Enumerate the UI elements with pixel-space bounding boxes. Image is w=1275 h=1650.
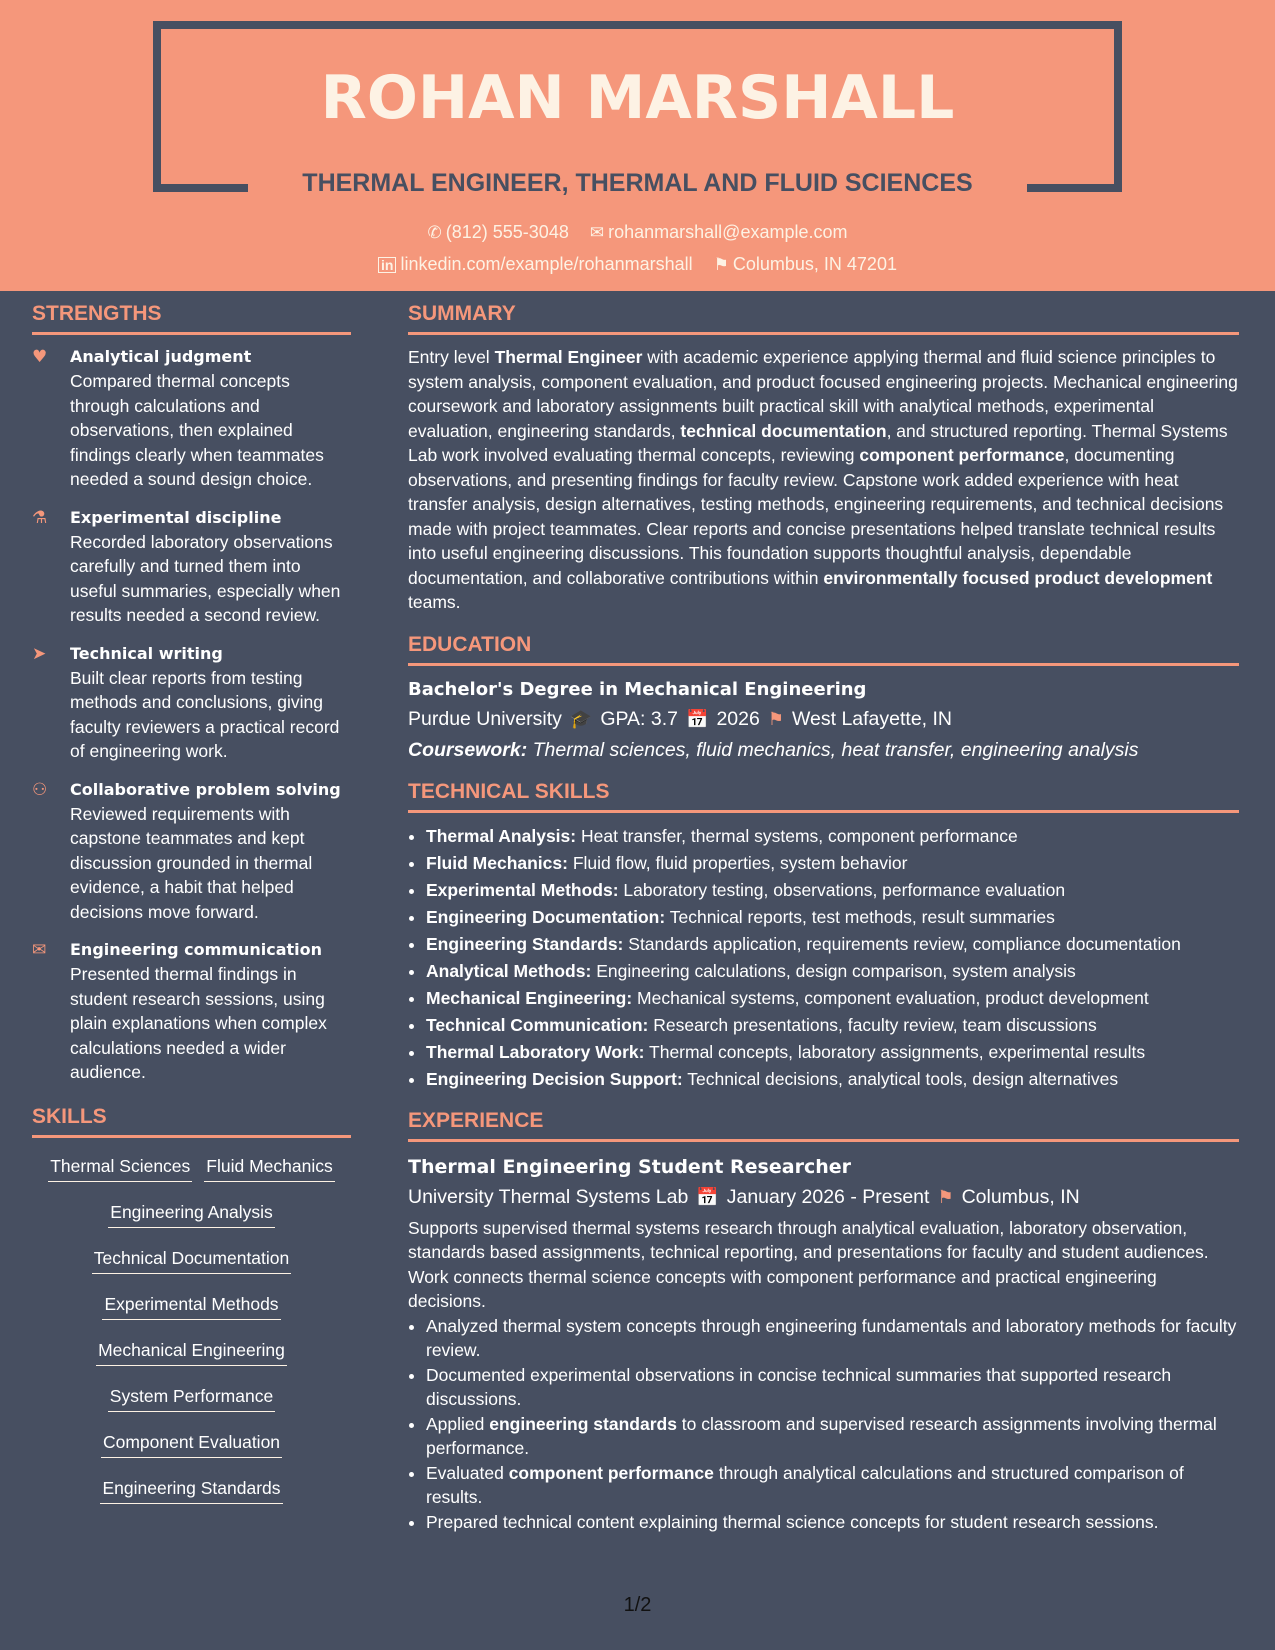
skills-list [32,1148,351,1522]
skill-tag: Mechanical Engineering [96,1338,287,1366]
job-title: Thermal Engineering Student Researcher [408,1155,851,1178]
coursework: Coursework: Thermal sciences, fluid mechanics, heat transfer, engineering analysis [408,738,1139,761]
experience-bullet: • Analyzed thermal system concepts through engineering fundamentals and laboratory methods for faculty review. [426,1314,1239,1363]
calendar-icon: 📅 [696,1186,719,1207]
linkedin-icon: in [378,257,396,273]
map-pin-icon: ⚑ [713,255,729,274]
experience-bullets [408,1314,1239,1535]
email-contact[interactable] [590,220,848,245]
strength-title: Collaborative problem solving [70,779,341,799]
left-column [32,300,351,1522]
technical-skill-item: • Analytical Methods: Engineering calculations, design comparison, system analysis [426,958,1239,985]
strength-description: Compared thermal concepts through calculations and observations, then explained findings clearly when teammates needed a sound design choice. [70,371,324,489]
technical-skill-item: • Thermal Laboratory Work: Thermal concepts, laboratory assignments, experimental results [426,1039,1239,1066]
page-number: 1/2 [623,1594,652,1616]
strength-description: Recorded laboratory observations carefully and turned them into useful summaries, especially when results needed a second review. [70,531,341,625]
skill-tag: Component Evaluation [101,1430,282,1458]
strength-title: Engineering communication [70,940,323,959]
skill-tag: Fluid Mechanics [204,1154,334,1182]
location-text: Columbus, IN 47201 [732,254,897,274]
linkedin-text: linkedin.com/example/rohanmarshall [400,254,693,274]
school-location: West Lafayette, IN [791,707,953,730]
strengths-list [32,345,351,1085]
comments-icon: ✉ [32,940,47,960]
job-meta [408,1182,1239,1212]
summary-heading: SUMMARY [408,300,1239,335]
strength-description: Reviewed requirements with capstone teammates and kept discussion grounded in thermal evidence, a habit that helped decisions move forward. [70,803,313,922]
school-name: Purdue University [408,707,562,730]
strength-title: Analytical judgment [70,347,252,366]
strength-description: Presented thermal findings in student research sessions, using plain explanations when complex calculations needed a wider audience. [70,964,327,1082]
strength-item [32,642,351,764]
calendar-icon: 📅 [686,708,709,729]
experience-heading: EXPERIENCE [408,1107,1239,1142]
candidate-role: THERMAL ENGINEER, THERMAL AND FLUID SCIENCES [302,169,973,197]
experience-bullet: • Documented experimental observations in concise technical summaries that supported research discussions. [426,1363,1239,1412]
job-location: Columbus, IN [961,1185,1080,1208]
paper-plane-icon: ➤ [32,643,47,664]
skill-tag: Technical Documentation [92,1246,292,1274]
linkedin-contact[interactable] [378,252,693,276]
header-banner [0,0,1275,291]
strength-description: Built clear reports from testing methods and conclusions, giving faculty reviewers a practical record of engineering work. [70,667,340,761]
flask-icon: ⚗ [32,507,48,528]
skill-tag: System Performance [108,1384,275,1412]
right-column [408,300,1239,1534]
skill-tag: Experimental Methods [102,1292,280,1320]
experience-bullet: • Evaluated component performance through analytical calculations and structured comparison of results. [426,1461,1239,1510]
graduation-year: 2026 [716,707,760,730]
users-icon: ⚇ [32,779,48,800]
location-contact [714,252,897,277]
strength-item [32,506,351,628]
strength-title: Technical writing [70,643,223,663]
technical-skill-item: • Engineering Standards: Standards application, requirements review, compliance documentation [426,931,1239,958]
strength-item [32,345,351,492]
technical-skill-item: • Experimental Methods: Laboratory testing, observations, performance evaluation [426,877,1239,904]
technical-skill-item: • Engineering Decision Support: Technical decisions, analytical tools, design alternatives [426,1066,1239,1093]
map-pin-icon: ⚑ [767,708,784,729]
technical-skill-item: • Technical Communication: Research presentations, faculty review, team discussions [426,1012,1239,1039]
job-description: Supports supervised thermal systems research through analytical evaluation, laboratory observation, standards based assignments, technical reporting, and presentations for faculty and student audiences. Work connects thermal science concepts with component performance and practical engineering decisions. [408,1217,1209,1311]
gpa-text: GPA: 3.7 [600,707,679,730]
summary-text: Entry level Thermal Engineer with academic experience applying thermal and fluid science principles to system analysis, component evaluation, and product focused engineering projects. Mechanical engineering coursework and laboratory assignments built practical skill with analytical methods, experimental evaluation, engineering standards, technical documentation, and structured reporting. Thermal Systems Lab work involved evaluating thermal concepts, reviewing component performance, documenting observations, and presenting findings for faculty review. Capstone work added experience with heat transfer analysis, design alternatives, testing methods, engineering requirements, and technical decisions made with project teammates. Clear reports and concise presentations helped translate technical results into useful engineering discussions. This foundation supports thoughtful analysis, dependable documentation, and collaborative contributions within environmentally focused product development teams. [408,347,1238,612]
technical-skill-item: • Fluid Mechanics: Fluid flow, fluid properties, system behavior [426,850,1239,877]
strength-title: Experimental discipline [70,507,282,527]
experience-bullet: • Applied engineering standards to classroom and supervised research assignments involving thermal performance. [426,1412,1239,1461]
graduation-cap-icon: 🎓 [569,708,593,729]
technical-skill-item: • Thermal Analysis: Heat transfer, thermal systems, component performance [426,823,1239,850]
education-heading: EDUCATION [408,631,1239,666]
employer-name: University Thermal Systems Lab [408,1185,689,1208]
heart-icon: ♥ [32,347,48,367]
skill-tag: Thermal Sciences [48,1154,192,1182]
strengths-heading: STRENGTHS [32,300,351,335]
technical-skill-item: • Engineering Documentation: Technical reports, test methods, result summaries [426,904,1239,931]
strength-item [32,938,351,1085]
strength-item [32,778,351,925]
map-pin-icon: ⚑ [937,1186,954,1207]
degree-title: Bachelor's Degree in Mechanical Engineering [408,678,867,700]
job-dates: January 2026 - Present [726,1185,930,1208]
email-text: rohanmarshall@example.com [608,222,848,242]
skills-heading: SKILLS [32,1103,351,1138]
header-frame-top [153,21,1122,29]
skill-tag: Engineering Standards [100,1476,282,1504]
phone-text: (812) 555-3048 [445,222,569,242]
technical-skills-heading: TECHNICAL SKILLS [408,778,1239,813]
phone-contact[interactable] [428,220,569,245]
technical-skills-list [408,823,1239,1093]
education-meta [408,704,1239,734]
technical-skill-item: • Mechanical Engineering: Mechanical systems, component evaluation, product development [426,985,1239,1012]
candidate-name: ROHAN MARSHALL [320,63,955,133]
phone-icon: ✆ [427,223,442,242]
envelope-icon: ✉ [589,223,605,242]
experience-bullet: • Prepared technical content explaining thermal science concepts for student research sessions. [426,1510,1239,1535]
contact-row-2 [0,252,1275,277]
contact-row-1 [0,220,1275,245]
skill-tag: Engineering Analysis [108,1200,274,1228]
